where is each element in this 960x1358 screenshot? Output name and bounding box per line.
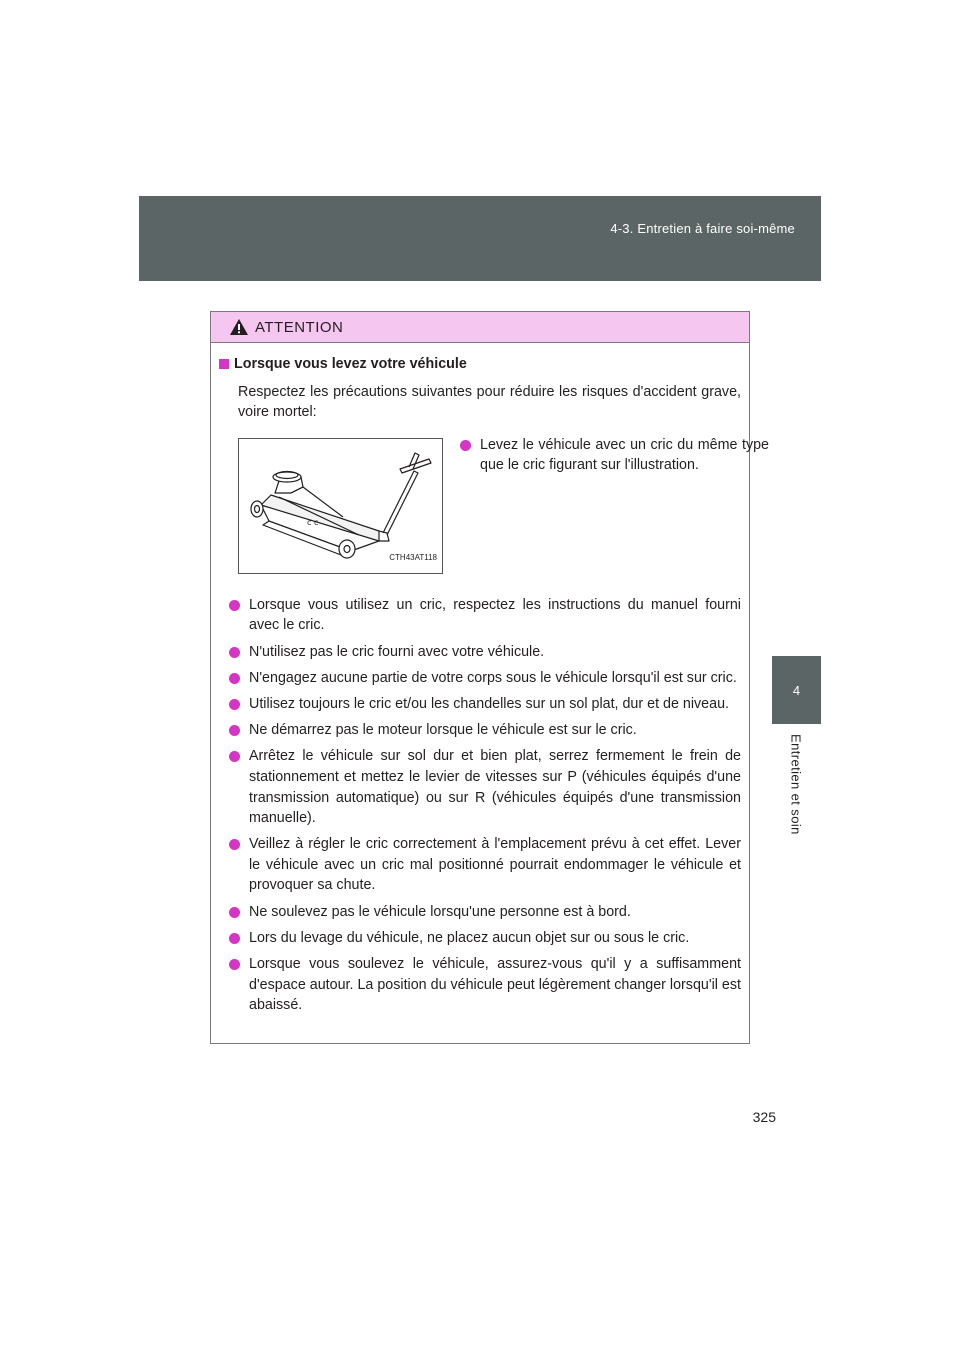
bullet-dot-icon xyxy=(229,673,240,684)
svg-text:c c: c c xyxy=(307,517,319,527)
figure-bullet xyxy=(460,435,769,476)
chapter-number: 4 xyxy=(792,682,801,698)
list-item-text: Lorsque vous utilisez un cric, respectez les instructions du manuel fourni avec le cric. xyxy=(249,596,741,634)
list-item-text: Utilisez toujours le cric et/ou les chandelles sur un sol plat, dur et de niveau. xyxy=(249,695,729,712)
warning-header xyxy=(211,312,749,343)
bullet-dot-icon xyxy=(229,839,240,850)
section-title: 4-3. Entretien à faire soi-même xyxy=(610,221,795,236)
list-item xyxy=(219,642,741,663)
bullet-dot-icon xyxy=(229,725,240,736)
list-item xyxy=(219,668,741,689)
list-item-text: Lorsque vous soulevez le véhicule, assurez-vous qu'il y a suffisamment d'espace autour. La position du véhicule peut légèrement changer lorsqu'il est abaissé. xyxy=(249,956,741,1014)
list-item-text: N'utilisez pas le cric fourni avec votre véhicule. xyxy=(249,643,545,660)
list-item xyxy=(219,595,741,636)
page-number: 325 xyxy=(752,1109,776,1125)
intro-text: Respectez les précautions suivantes pour réduire les risques d'accident grave, voire mortel: xyxy=(238,383,741,421)
list-item xyxy=(219,902,741,923)
list-item xyxy=(219,720,741,741)
warning-subheading xyxy=(219,354,741,375)
figure-row xyxy=(219,435,769,583)
warning-content xyxy=(211,354,769,1016)
list-item-text: N'engagez aucune partie de votre corps sous le véhicule lorsqu'il est sur cric. xyxy=(249,669,737,686)
chapter-tab xyxy=(772,656,821,724)
figure-code: CTH43AT118 xyxy=(389,553,437,563)
bullet-list xyxy=(219,595,741,1016)
list-item xyxy=(219,694,741,715)
list-item xyxy=(219,928,741,949)
bullet-dot-icon xyxy=(229,600,240,611)
list-item-text: Veillez à régler le cric correctement à l'emplacement prévu à cet effet. Lever le véhicule avec un cric mal positionné pourrait endommager le véhicule et provoquer sa chute. xyxy=(249,836,741,894)
chapter-label: Entretien et soin xyxy=(788,734,804,835)
warning-title: ATTENTION xyxy=(255,318,344,336)
warning-triangle-icon xyxy=(229,318,249,336)
list-item-text: Ne démarrez pas le moteur lorsque le véhicule est sur le cric. xyxy=(249,722,637,739)
list-item xyxy=(219,746,741,828)
list-item-text: Ne soulevez pas le véhicule lorsqu'une personne est à bord. xyxy=(249,903,631,920)
bullet-dot-icon xyxy=(229,959,240,970)
bullet-dot-icon xyxy=(229,647,240,658)
list-item xyxy=(219,954,741,1016)
list-item xyxy=(219,834,741,896)
bullet-dot-icon xyxy=(229,933,240,944)
bullet-dot-icon xyxy=(229,907,240,918)
header-band xyxy=(139,196,821,281)
list-item-text: Lors du levage du véhicule, ne placez aucun objet sur ou sous le cric. xyxy=(249,929,690,946)
figure-bullet-text: Levez le véhicule avec un cric du même type que le cric figurant sur l'illustration. xyxy=(480,436,769,474)
subheading-text: Lorsque vous levez votre véhicule xyxy=(234,356,467,372)
list-item-text: Arrêtez le véhicule sur sol dur et bien plat, serrez fermement le frein de stationnement et mettez le levier de vitesses sur P (véhicules équipés d'une transmission automatique) ou sur R (véhicules équipés d'une transmission manuelle). xyxy=(249,748,741,827)
bullet-dot-icon xyxy=(229,699,240,710)
bullet-dot-icon xyxy=(460,440,471,451)
bullet-dot-icon xyxy=(229,751,240,762)
warning-box xyxy=(210,311,769,1044)
square-bullet-icon xyxy=(219,359,229,369)
jack-illustration xyxy=(238,438,443,574)
